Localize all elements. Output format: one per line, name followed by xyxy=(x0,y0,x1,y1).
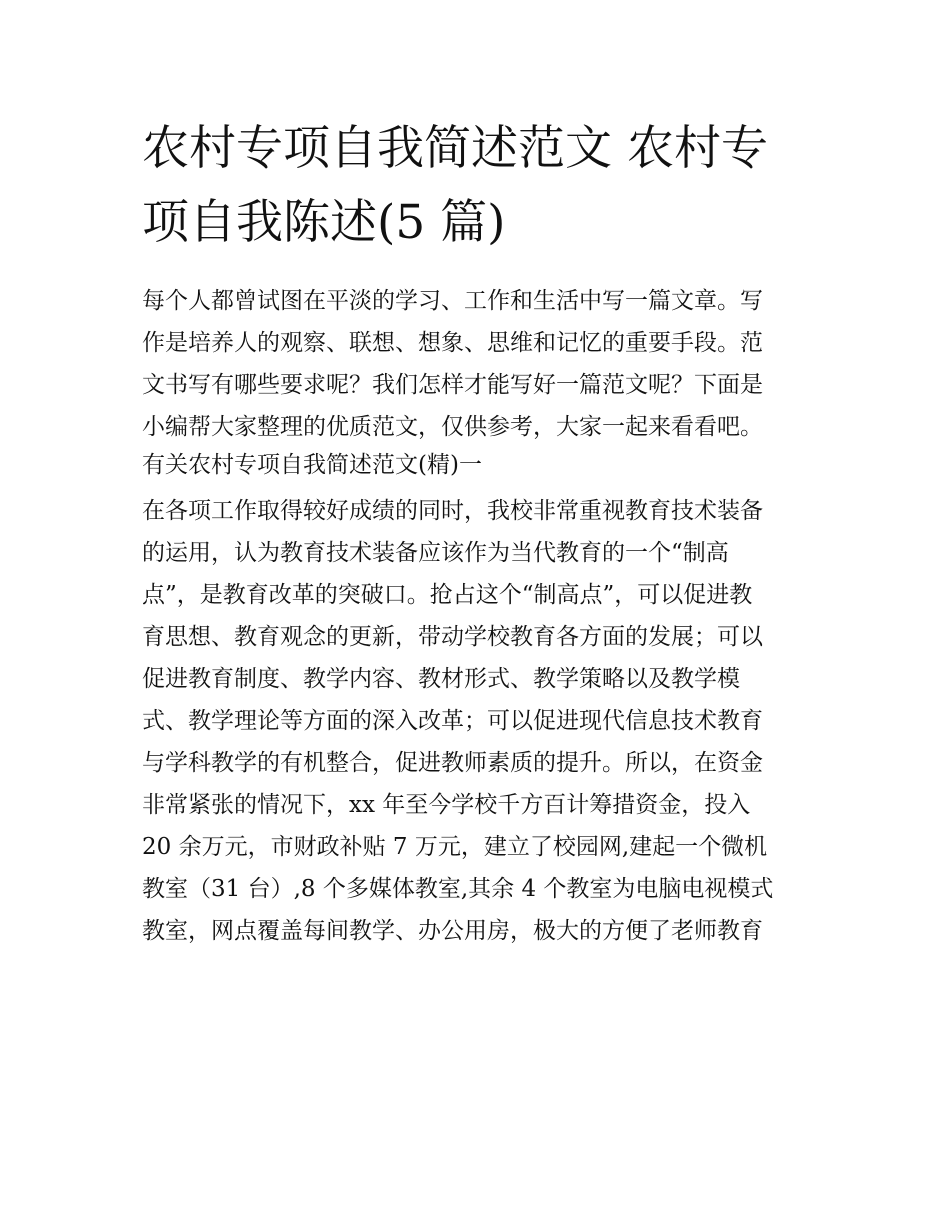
text-line: 非常紧张的情况下，xx 年至今学校千方百计筹措资金，投入 xyxy=(142,792,751,818)
text-line: 促进教育制度、教学内容、教材形式、教学策略以及教学模 xyxy=(142,666,740,692)
text-line: 小编帮大家整理的优质范文，仅供参考，大家一起来看看吧。 xyxy=(142,414,763,440)
text-line: 的运用，认为教育技术装备应该作为当代教育的一个“制高 xyxy=(142,540,729,566)
text-line: 作是培养人的观察、联想、想象、思维和记忆的重要手段。范 xyxy=(142,330,763,356)
text-line: 育思想、教育观念的更新，带动学校教育各方面的发展；可以 xyxy=(142,624,763,650)
section-heading: 有关农村专项自我简述范文(精)一 xyxy=(142,452,482,478)
section-paragraph xyxy=(142,490,822,952)
text-line: 点”，是教育改革的突破口。抢占这个“制高点”，可以促进教 xyxy=(142,582,753,608)
text-line: 与学科教学的有机整合，促进教师素质的提升。所以，在资金 xyxy=(142,750,763,776)
text-line: 教室，网点覆盖每间教学、办公用房，极大的方便了老师教育 xyxy=(142,918,763,944)
text-line: 式、教学理论等方面的深入改革；可以促进现代信息技术教育 xyxy=(142,708,763,734)
document-body xyxy=(142,280,822,952)
text-line: 每个人都曾试图在平淡的学习、工作和生活中写一篇文章。写 xyxy=(142,288,763,314)
text-line: 20 余万元，市财政补贴 7 万元，建立了校园网,建起一个微机 xyxy=(142,834,768,860)
intro-paragraph xyxy=(142,280,822,448)
document-title xyxy=(142,112,822,260)
text-line: 在各项工作取得较好成绩的同时，我校非常重视教育技术装备 xyxy=(142,498,763,524)
title-line: 农村专项自我简述范文 农村专 xyxy=(142,121,768,176)
text-line: 教室（31 台）,8 个多媒体教室,其余 4 个教室为电脑电视模式 xyxy=(142,876,774,902)
title-line: 项自我陈述(5 篇) xyxy=(142,195,506,250)
text-line: 文书写有哪些要求呢？我们怎样才能写好一篇范文呢？下面是 xyxy=(142,372,763,398)
